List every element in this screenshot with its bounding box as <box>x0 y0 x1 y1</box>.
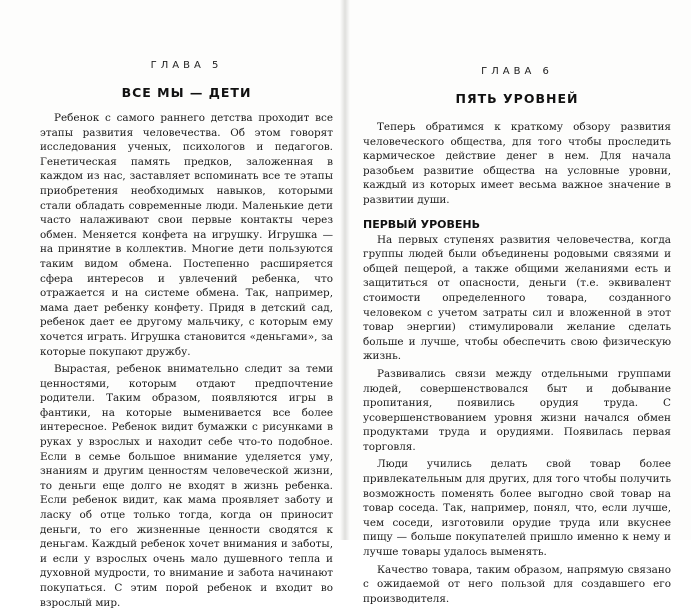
chapter-label: ГЛАВА 5 <box>150 60 223 71</box>
paragraph: Качество товара, таким образом, напрямую связано с ожидаемой от него пользой для создавшего его производителя. <box>363 563 671 605</box>
paragraph: Ребенок с самого раннего детства проходит все этапы развития человечества. Об этом говорят исследования ученых, психологов и педагогов. Генетическая память предков, заложенная в каждом из нас, заставляет вспоминать все те этапы приобретения необходимых навыков, которыми стали обладать современные люди. Маленькие дети часто налаживают свои первые контакты через обмен. Меняется конфета на игрушку. Игрушка — на принятие в коллектив. Многие дети пользуются таким видом обмена. Постепенно расширяется сфера интересов и увлечений ребенка, что отражается и на системе обмена. Так, например, мама дает ребенку конфету. Придя в детский сад, ребенок дает ее другому мальчику, с которым ему хочется играть. Игрушка становится «деньгами», за которые покупают дружбу. <box>40 112 333 358</box>
paragraph: Вырастая, ребенок внимательно следит за теми ценностями, которым отдают предпочтение родители. Таким образом, появляются игры в фантики, на которые выменивается все более интересное. Ребенок видит бумажки с рисунками в руках у взрослых и находит себе что-то подобное. Если в семье большое внимание уделяется уму, знаниям и другим ценностям человеческой жизни, то деньги еще долго не входят в жизнь ребенка. Если ребенок видит, как мама проявляет заботу и ласку об отце только тогда, когда он приносит деньги, то его жизненные ценности сводятся к деньгам. Каждый ребенок хочет внимания и заботы, и если у взрослых очень мало душевного тепла и духовной мудрости, то внимание и забота начинают покупаться. С этим порой ребенок и входит во взрослый мир. <box>40 363 333 609</box>
right-page <box>345 0 691 605</box>
intro-paragraph: Теперь обратимся к краткому обзору развития человеческого общества, для того чтобы проследить кармическое действие денег в нем. Для начала разобьем развитие общества на условные уровни, каждый из которых имеет весьма важное значение в развитии души. <box>363 121 671 206</box>
paragraph: Люди учились делать свой товар более привлекательным для других, для того чтобы получить возможность поменять более выгодно свой товар на товар соседа. Так, например, понял, что, если лучше, чем соседи, изготовили орудие труда или вкуснее пищу — больше покупателей пришло именно к нему и лучше товары удалось выменять. <box>363 458 671 559</box>
paragraph: Развивались связи между отдельными группами людей, совершенствовался быт и добывание пропитания, появились орудия труда. С усовершенствованием уровня жизни начался обмен продуктами труда и орудиями. Появилась первая торговля. <box>363 367 671 453</box>
paragraph: На первых ступенях развития человечества, когда группы людей были объединены родовыми связями и общей пещерой, а также общими желаниями есть и защититься от опасности, деньги (т.е. эквивалент стоимости определенного товара, созданного человеком с учетом затраты сил и вложенной в этот товар энергии) стимулировали желание сделать больше и лучше, чтобы обеспечить свою физическую жизнь. <box>363 233 671 363</box>
section-heading: ПЕРВЫЙ УРОВЕНЬ <box>363 217 480 231</box>
chapter-label: ГЛАВА 6 <box>481 66 553 77</box>
chapter-title: ПЯТЬ УРОВНЕЙ <box>455 91 579 106</box>
left-page <box>0 0 345 609</box>
chapter-title: ВСЕ МЫ — ДЕТИ <box>121 85 252 100</box>
